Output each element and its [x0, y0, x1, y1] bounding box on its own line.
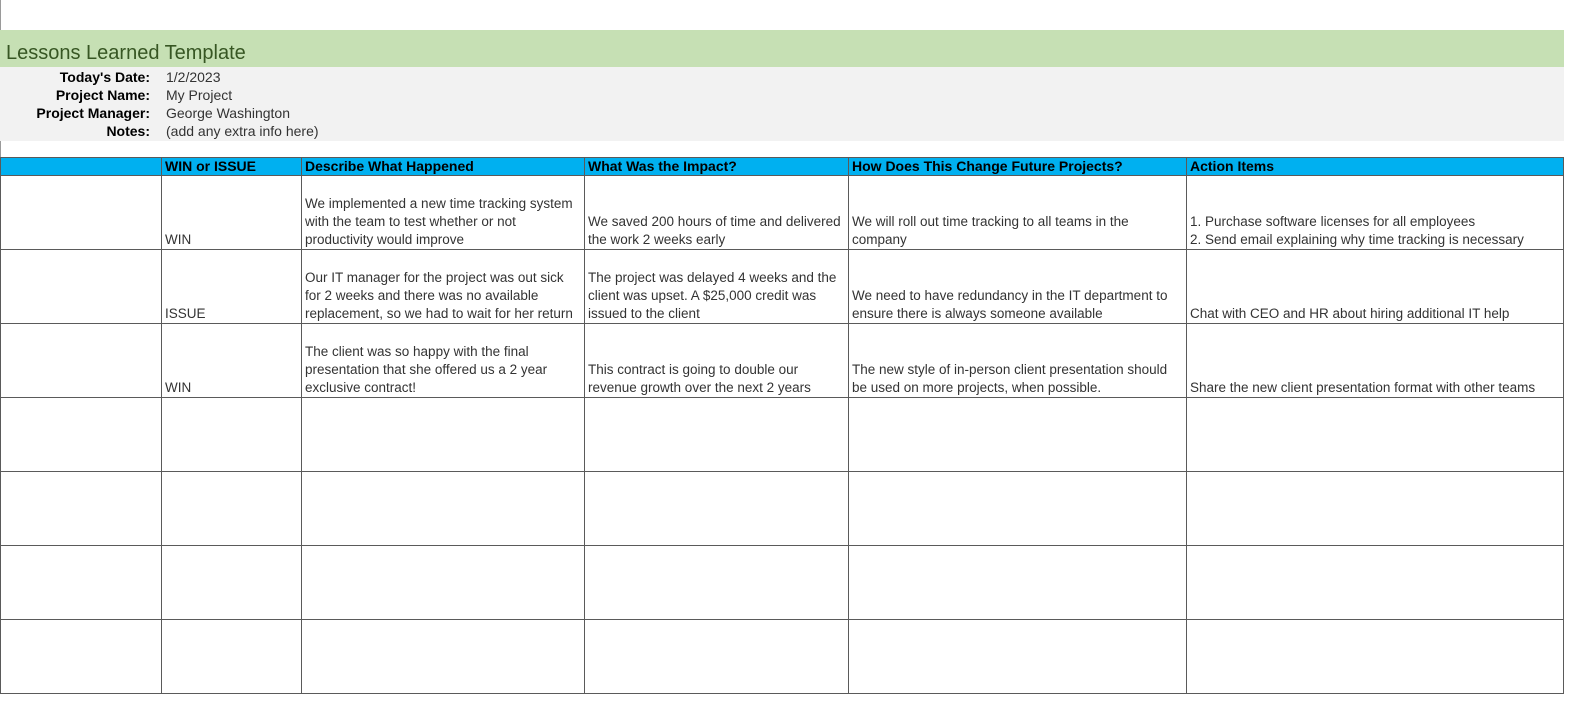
table-row-empty: [1, 620, 1564, 694]
empty-cell[interactable]: [585, 398, 849, 472]
lessons-table: [0, 157, 1564, 694]
header-describe[interactable]: Describe What Happened: [302, 158, 585, 176]
title-band: [0, 30, 1564, 67]
empty-cell[interactable]: [302, 546, 585, 620]
impact-cell[interactable]: The project was delayed 4 weeks and the client was upset. A $25,000 credit was issued to the client: [585, 250, 849, 324]
impact-cell[interactable]: We saved 200 hours of time and delivered the work 2 weeks early: [585, 176, 849, 250]
project-name-value[interactable]: My Project: [166, 87, 233, 103]
status-cell[interactable]: ISSUE: [162, 250, 302, 324]
row-blank-cell[interactable]: [1, 176, 162, 250]
empty-cell[interactable]: [1, 620, 162, 694]
empty-cell[interactable]: [1187, 472, 1564, 546]
table-row-empty: [1, 472, 1564, 546]
table-row: [1, 176, 1564, 250]
impact-cell[interactable]: This contract is going to double our revenue growth over the next 2 years: [585, 324, 849, 398]
header-status[interactable]: WIN or ISSUE: [162, 158, 302, 176]
empty-cell[interactable]: [1187, 398, 1564, 472]
empty-cell[interactable]: [302, 620, 585, 694]
empty-cell[interactable]: [162, 398, 302, 472]
empty-cell[interactable]: [849, 398, 1187, 472]
date-label: Today's Date:: [59, 69, 150, 85]
future-cell[interactable]: The new style of in-person client presentation should be used on more projects, when possible.: [849, 324, 1187, 398]
notes-label: Notes:: [106, 123, 150, 139]
empty-cell[interactable]: [1, 546, 162, 620]
empty-cell[interactable]: [849, 620, 1187, 694]
info-row-project-name: [0, 86, 700, 104]
empty-cell[interactable]: [1187, 620, 1564, 694]
project-manager-value[interactable]: George Washington: [166, 105, 290, 121]
empty-cell[interactable]: [585, 620, 849, 694]
info-row-date: [0, 68, 700, 86]
empty-cell[interactable]: [849, 546, 1187, 620]
empty-cell[interactable]: [585, 546, 849, 620]
empty-cell[interactable]: [849, 472, 1187, 546]
table-row: [1, 250, 1564, 324]
empty-cell[interactable]: [302, 472, 585, 546]
sheet-title[interactable]: Lessons Learned Template: [6, 42, 246, 64]
empty-cell[interactable]: [302, 398, 585, 472]
row-blank-cell[interactable]: [1, 324, 162, 398]
project-info-block: [0, 67, 1564, 141]
status-cell[interactable]: WIN: [162, 324, 302, 398]
table-row-empty: [1, 398, 1564, 472]
actions-cell[interactable]: Share the new client presentation format with other teams: [1187, 324, 1564, 398]
actions-cell[interactable]: Chat with CEO and HR about hiring additional IT help: [1187, 250, 1564, 324]
status-cell[interactable]: WIN: [162, 176, 302, 250]
describe-cell[interactable]: Our IT manager for the project was out sick for 2 weeks and there was no available replacement, so we had to wait for her return: [302, 250, 585, 324]
future-cell[interactable]: We need to have redundancy in the IT department to ensure there is always someone available: [849, 250, 1187, 324]
empty-cell[interactable]: [162, 472, 302, 546]
table-row: [1, 324, 1564, 398]
actions-cell[interactable]: 1. Purchase software licenses for all employees 2. Send email explaining why time tracking is necessary: [1187, 176, 1564, 250]
empty-cell[interactable]: [1, 398, 162, 472]
empty-cell[interactable]: [585, 472, 849, 546]
describe-cell[interactable]: The client was so happy with the final presentation that she offered us a 2 year exclusive contract!: [302, 324, 585, 398]
empty-cell[interactable]: [1, 472, 162, 546]
header-row: [1, 158, 1564, 176]
header-future[interactable]: How Does This Change Future Projects?: [849, 158, 1187, 176]
notes-value[interactable]: (add any extra info here): [166, 123, 319, 139]
header-blank[interactable]: [1, 158, 162, 176]
info-row-project-manager: [0, 104, 700, 122]
empty-cell[interactable]: [162, 620, 302, 694]
row-blank-cell[interactable]: [1, 250, 162, 324]
table-row-empty: [1, 546, 1564, 620]
empty-cell[interactable]: [1187, 546, 1564, 620]
header-impact[interactable]: What Was the Impact?: [585, 158, 849, 176]
empty-cell[interactable]: [162, 546, 302, 620]
project-name-label: Project Name:: [55, 87, 150, 103]
header-actions[interactable]: Action Items: [1187, 158, 1564, 176]
future-cell[interactable]: We will roll out time tracking to all teams in the company: [849, 176, 1187, 250]
info-row-notes: [0, 122, 700, 140]
date-value[interactable]: 1/2/2023: [166, 69, 221, 85]
project-manager-label: Project Manager:: [36, 105, 150, 121]
describe-cell[interactable]: We implemented a new time tracking system with the team to test whether or not productivity would improve: [302, 176, 585, 250]
